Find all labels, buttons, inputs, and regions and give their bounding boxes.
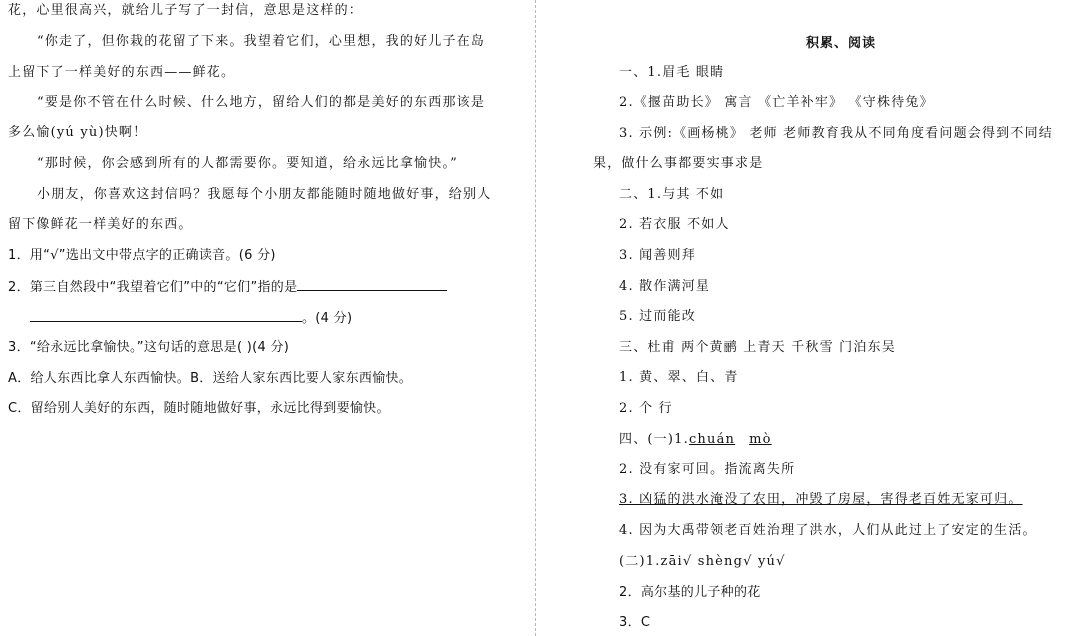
answer-line: 1. 黄、翠、白、青 bbox=[619, 370, 739, 385]
passage-line: “要是你不管在什么时候、什么地方，留给人们的都是美好的东西那该是 bbox=[37, 95, 486, 110]
passage-line: “你走了，但你栽的花留了下来。我望着它们，心里想，我的好儿子在岛 bbox=[37, 34, 486, 49]
passage-line: 留下像鲜花一样美好的东西。 bbox=[8, 217, 193, 232]
passage-line: 多么愉(yú yù)快啊！ bbox=[8, 125, 148, 140]
answer-line bbox=[619, 431, 772, 449]
answer-line: 2. 没有家可回。指流离失所 bbox=[619, 462, 796, 477]
question-2 bbox=[8, 278, 447, 297]
answer-line: 3. 示例:《画杨桃》 老师 老师教育我从不同角度看问题会得到不同结 bbox=[619, 126, 1053, 141]
answer-line: 三、杜甫 两个黄鹂 上青天 千秋雪 门泊东吴 bbox=[619, 340, 896, 355]
pinyin-answer: mò bbox=[749, 432, 772, 447]
answer-prefix: 四、(一)1. bbox=[619, 432, 689, 447]
answer-line: (二)1.zāi√ shèng√ yú√ bbox=[619, 554, 786, 569]
answer-line: 果，做什么事都要实事求是 bbox=[593, 156, 764, 171]
right-page bbox=[537, 0, 1072, 636]
passage-line: 花，心里很高兴，就给儿子写了一封信，意思是这样的： bbox=[8, 3, 364, 18]
answer-line: 4. 因为大禹带领老百姓治理了洪水，人们从此过上了安定的生活。 bbox=[619, 523, 1037, 538]
answer-line: 一、1.眉毛 眼睛 bbox=[619, 65, 725, 80]
answer-line: 2. 若衣服 不如人 bbox=[619, 217, 730, 232]
question-2-continued bbox=[30, 309, 352, 328]
answer-line: 二、1.与其 不如 bbox=[619, 187, 725, 202]
left-page bbox=[0, 0, 535, 636]
answer-line: 5. 过而能改 bbox=[619, 309, 696, 324]
answer-blank bbox=[297, 278, 447, 291]
option-a-b: A．给人东西比拿人东西愉快。B．送给人家东西比要人家东西愉快。 bbox=[8, 371, 413, 386]
question-2-points: 。(4 分) bbox=[302, 311, 353, 326]
answer-blank bbox=[30, 309, 302, 322]
question-2-text: 2．第三自然段中“我望着它们”中的“它们”指的是 bbox=[8, 280, 298, 295]
section-title: 积累、阅读 bbox=[806, 36, 877, 51]
pinyin-answer: chuán bbox=[688, 432, 736, 447]
option-c: C．留给别人美好的东西，随时随地做好事，永远比得到要愉快。 bbox=[8, 401, 390, 416]
answer-line: 2．高尔基的儿子种的花 bbox=[619, 585, 761, 600]
passage-line: 小朋友，你喜欢这封信吗？我愿每个小朋友都能随时随地做好事，给别人 bbox=[37, 187, 492, 202]
question-1: 1．用“√”选出文中带点字的正确读音。(6 分) bbox=[8, 248, 276, 263]
answer-line: 3. 闻善则拜 bbox=[619, 248, 696, 263]
answer-line: 2. 个 行 bbox=[619, 401, 673, 416]
passage-line: “那时候，你会感到所有的人都需要你。要知道，给永远比拿愉快。” bbox=[37, 156, 458, 171]
passage-line: 上留下了一样美好的东西——鲜花。 bbox=[8, 65, 236, 80]
answer-line-underlined: 3. 凶猛的洪水淹没了农田，冲毁了房屋，害得老百姓无家可归。 bbox=[619, 492, 1023, 507]
answer-line: 4. 散作满河星 bbox=[619, 279, 711, 294]
answer-line: 3．C bbox=[619, 615, 651, 630]
question-3: 3．“给永远比拿愉快。”这句话的意思是( )(4 分) bbox=[8, 340, 290, 355]
answer-line: 2.《揠苗助长》 寓言 《亡羊补牢》 《守株待兔》 bbox=[619, 95, 934, 110]
